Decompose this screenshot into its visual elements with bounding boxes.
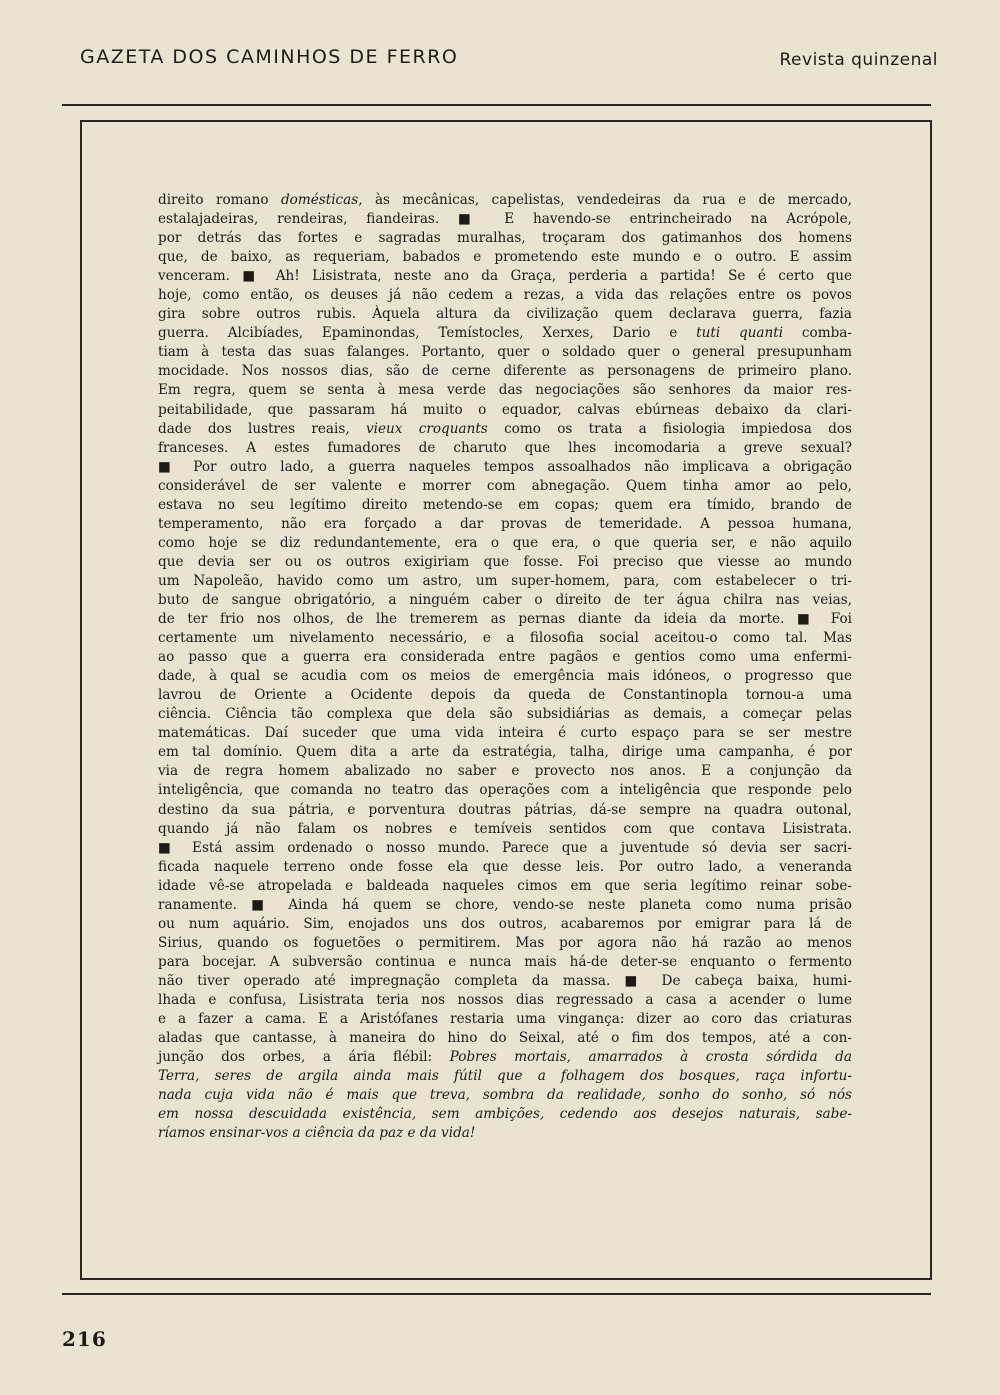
article-line: um Napoleão, havido como um astro, um super-homem, para, com estabelecer o tri-	[158, 572, 852, 589]
article-line: ríamos ensinar-vos a ciência da paz e da vida!	[158, 1125, 476, 1142]
article-line: buto de sangue obrigatório, a ninguém caber o direito de ter água chilra nas veias,	[158, 591, 852, 608]
article-line: ■ Por outro lado, a guerra naqueles tempos assoalhados não implicava a obrigação	[158, 458, 852, 475]
article-line: matemáticas. Daí suceder que uma vida inteira é curto espaço para se ser mestre	[158, 725, 852, 742]
article-line: dade dos lustres reais, vieux croquants como os trata a fisiologia impiedosa dos	[158, 420, 852, 437]
article-line: ciência. Ciência tão complexa que dela são subsidiárias as demais, a começar pelas	[158, 706, 852, 723]
article-line: idade vê-se atropelada e baldeada naqueles cimos em que seria legítimo reinar sobe-	[158, 877, 852, 894]
article-line: inteligência, que comanda no teatro das operações com a inteligência que responde pelo	[158, 782, 852, 799]
article-line: peitabilidade, que passaram há muito o equador, calvas ebúrneas debaixo da clari-	[158, 401, 852, 418]
article-line: em nossa descuidada existência, sem ambições, cedendo aos desejos naturais, sabe-	[158, 1106, 852, 1123]
article-line: Em regra, quem se senta à mesa verde das negociações são senhores da maior res-	[158, 382, 852, 399]
page-number: 216	[62, 1327, 107, 1351]
article-line: ou num aquário. Sim, enojados uns dos outros, acabaremos por emigrar para lá de	[158, 915, 852, 932]
article-line: aladas que cantasse, à maneira do hino do Seixal, até o fim dos tempos, até a con-	[158, 1030, 852, 1047]
article-line: junção dos orbes, a ária flébil: Pobres mortais, amarrados à crosta sórdida da	[158, 1049, 852, 1066]
article-line: ficada naquele terreno onde fosse ela que desse leis. Por outro lado, a veneranda	[158, 858, 852, 875]
publication-subtitle: Revista quinzenal	[779, 50, 938, 70]
article-line: ao passo que a guerra era considerada entre pagãos e gentios como uma enfermi-	[158, 649, 852, 666]
article-line: estalajadeiras, rendeiras, fiandeiras. ■ E havendo-se entrincheirado na Acrópole,	[158, 211, 852, 228]
article-line: estava no seu legítimo direito metendo-se em copas; quem era tímido, brando de	[158, 496, 852, 513]
article-line: como hoje se diz redundantemente, era o que era, o que queria ser, e não aquilo	[158, 534, 852, 551]
article-line: Sirius, quando os foguetões o permitirem. Mas por agora não há razão ao menos	[158, 934, 852, 951]
article-line: nada cuja vida não é mais que treva, sombra da realidade, sonho do sonho, só nós	[158, 1087, 852, 1104]
article-body	[158, 191, 852, 1143]
article-line: temperamento, não era forçado a dar provas de temeridade. A pessoa humana,	[158, 515, 852, 532]
article-line: ranamente. ■ Ainda há quem se chore, vendo-se neste planeta como numa prisão	[158, 896, 852, 913]
publication-title: GAZETA DOS CAMINHOS DE FERRO	[80, 46, 459, 68]
article-line: por detrás das fortes e sagradas muralhas, troçaram dos gatimanhos dos homens	[158, 230, 852, 247]
article-line: Terra, seres de argila ainda mais fútil que a folhagem dos bosques, raça infortu-	[158, 1068, 852, 1085]
article-line: tiam à testa das suas falanges. Portanto, quer o soldado quer o general presupunham	[158, 344, 852, 361]
article-line: em tal domínio. Quem dita a arte da estratégia, talha, dirige uma campanha, é por	[158, 744, 852, 761]
article-line: gira sobre outros rubis. Àquela altura da civilização quem declarava guerra, fazia	[158, 306, 852, 323]
article-line: de ter frio nos olhos, de lhe tremerem as pernas diante da ideia da morte. ■ Foi	[158, 611, 852, 628]
article-line: direito romano domésticas, às mecânicas, capelistas, vendedeiras da rua e de mercado,	[158, 192, 852, 208]
article-line: não tiver operado até impregnação completa da massa. ■ De cabeça baixa, humi-	[158, 972, 852, 989]
article-line: ■ Está assim ordenado o nosso mundo. Parece que a juventude só devia ser sacri-	[158, 839, 852, 856]
article-line: via de regra homem abalizado no saber e provecto nos anos. E a conjunção da	[158, 763, 852, 780]
article-line: que, de baixo, as requeriam, babados e prometendo este mundo e o outro. E assim	[158, 249, 852, 266]
article-line: venceram. ■ Ah! Lisistrata, neste ano da Graça, perderia a partida! Se é certo que	[158, 268, 852, 285]
article-line: lavrou de Oriente a Ocidente depois da queda de Constantinopla tornou-a uma	[158, 687, 852, 704]
article-line: destino da sua pátria, e porventura doutras pátrias, dá-se sempre na quadra outonal,	[158, 801, 852, 818]
article-line: quando já não falam os nobres e temíveis sentidos com que contava Lisistrata.	[158, 820, 852, 837]
article-line: franceses. A estes fumadores de charuto que lhes incomodaria a greve sexual?	[158, 439, 852, 456]
article-line: dade, à qual se acudia com os meios de emergência mais idóneos, o progresso que	[158, 668, 852, 685]
article-line: para bocejar. A subversão continua e nunca mais há-de deter-se enquanto o fermento	[158, 953, 852, 970]
article-line: mocidade. Nos nossos dias, são de cerne diferente as personagens de primeiro plano.	[158, 363, 852, 380]
article-line: certamente um nivelamento necessário, e a filosofia social aceitou-o como tal. Mas	[158, 630, 852, 647]
article-line: considerável de ser valente e morrer com abnegação. Quem tinha amor ao pelo,	[158, 477, 852, 494]
article-line: que devia ser ou os outros exigiriam que fosse. Foi preciso que viesse ao mundo	[158, 553, 852, 570]
article-line: guerra. Alcibíades, Epaminondas, Temístocles, Xerxes, Dario e tuti quanti comba-	[158, 325, 852, 342]
article-line: hoje, como então, os deuses já não cedem a rezas, a vida das relações entre os povos	[158, 287, 852, 304]
article-line: lhada e confusa, Lisistrata teria nos nossos dias regressado a casa a acender o lume	[158, 991, 852, 1008]
article-line: e a fazer a cama. E a Aristófanes restaria uma vingança: dizer ao coro das criaturas	[158, 1011, 852, 1028]
